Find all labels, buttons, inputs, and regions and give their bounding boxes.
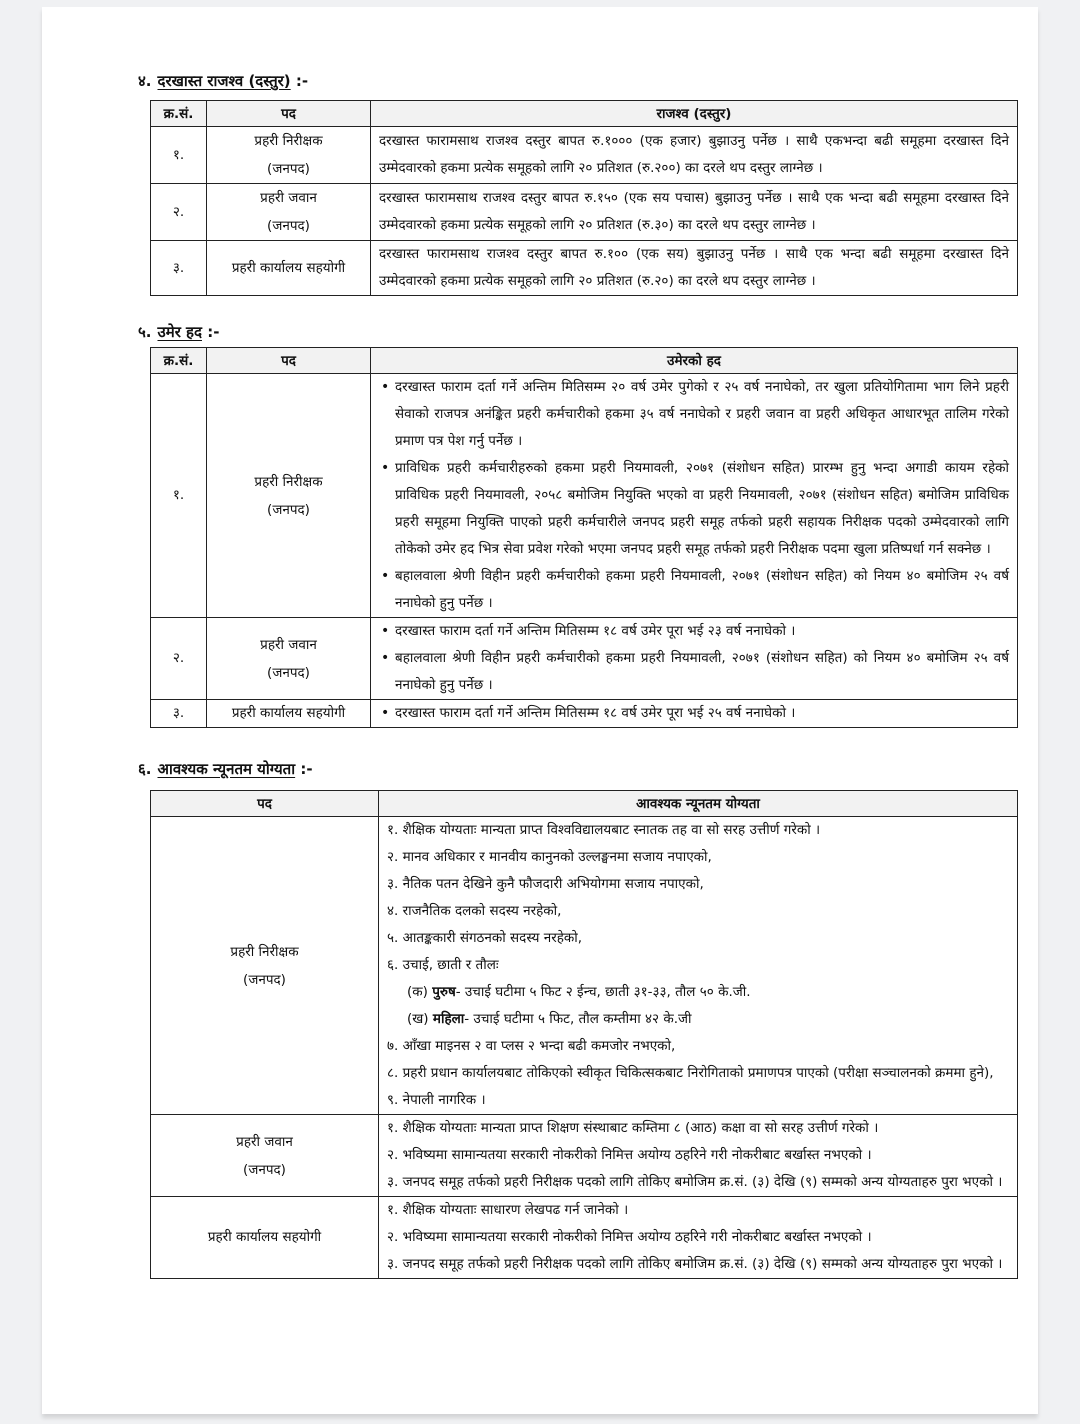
header-sn: क्र.सं.: [151, 101, 207, 127]
header-qualification: आवश्यक न्यूनतम योग्यता: [379, 791, 1018, 817]
row-sn: २.: [151, 618, 207, 700]
document-page: [42, 7, 1038, 1414]
table-header-row: [151, 791, 1018, 817]
row-post: प्रहरी कार्यालय सहयोगी: [207, 700, 371, 728]
section-number: ५.: [138, 323, 152, 341]
sub-item-gender: महिला: [432, 1011, 465, 1027]
row-post: [207, 184, 371, 241]
row-sn: ३.: [151, 700, 207, 728]
table-header-row: [151, 101, 1018, 127]
row-qualifications: [379, 1115, 1018, 1197]
row-post: प्रहरी कार्यालय सहयोगी: [207, 241, 371, 296]
qualification-item: ९. नेपाली नागरिक ।: [387, 1092, 486, 1108]
table-row: [151, 1115, 1018, 1197]
qualification-item: ३. जनपद समूह तर्फको प्रहरी निरीक्षक पदको लागि तोकिए बमोजिम क्र.सं. (३) देखि (९) सम्मको अन्य योग्यताहरु पुरा भएको ।: [387, 1174, 1003, 1190]
section-number: ६.: [138, 760, 152, 778]
qualification-table: [150, 790, 1018, 1279]
row-age-criteria: [371, 374, 1018, 618]
post-name: प्रहरी निरीक्षक: [230, 943, 299, 960]
header-post: पद: [151, 791, 379, 817]
qualification-item: ५. आतङ्ककारी संगठनको सदस्य नरहेको,: [387, 930, 583, 946]
bullet-item: • प्राविधिक प्रहरी कर्मचारीहरुको हकमा प्रहरी नियमावली, २०७१ (संशोधन सहित) प्रारम्भ हुनु भन्दा अगाडी कायम रहेको प्राविधिक प्रहरी नियमावली, २०५८ बमोजिम नियुक्ति भएको वा प्रहरी नियमावली, २०७१ (संशोधन सहित) बमोजिम प्राविधिक प्रहरी समूहमा नियुक्ति पाएको प्रहरी कर्मचारीले जनपद प्रहरी समूह तर्फको प्रहरी सहायक निरीक्षक पदको उम्मेदवारको लागि तोकेको उमेर हद भित्र सेवा प्रवेश गरेको भएमा जनपद प्रहरी समूह तर्फको प्रहरी निरीक्षक पदमा खुला प्रतिष्पर्धा गर्न सक्नेछ ।: [395, 455, 1009, 563]
section-4-heading: [138, 71, 308, 91]
section-suffix: :-: [290, 72, 309, 90]
post-group: (जनपद): [267, 501, 310, 518]
table-row: [151, 618, 1018, 700]
table-row: [151, 700, 1018, 728]
qualification-item: १. शैक्षिक योग्यताः मान्यता प्राप्त शिक्षण संस्थाबाट कम्तिमा ८ (आठ) कक्षा वा सो सरह उत्तीर्ण गरेको ।: [387, 1120, 879, 1136]
bullet-item: • दरखास्त फाराम दर्ता गर्ने अन्तिम मितिसम्म १८ वर्ष उमेर पूरा भई २३ वर्ष ननाघेको ।: [395, 618, 1009, 645]
sub-item-text: - उचाई घटीमा ५ फिट, तौल कम्तीमा ४२ के.जी: [464, 1011, 692, 1027]
qualification-item: २. भविष्यमा सामान्यतया सरकारी नोकरीको निमित्त अयोग्य ठहरिने गरी नोकरीबाट बर्खास्त नभएको ।: [387, 1229, 872, 1245]
row-post: [207, 127, 371, 184]
table-row: [151, 184, 1018, 241]
sub-item-text: - उचाई घटीमा ५ फिट २ ईन्च, छाती ३१-३३, तौल ५० के.जी.: [455, 984, 751, 1000]
section-suffix: :-: [201, 323, 220, 341]
post-name: प्रहरी निरीक्षक: [254, 473, 323, 490]
bullet-item: • बहालवाला श्रेणी विहीन प्रहरी कर्मचारीको हकमा प्रहरी नियमावली, २०७१ (संशोधन सहित) को नियम ४० बमोजिम २५ वर्ष ननाघेको हुनु पर्नेछ ।: [395, 645, 1009, 699]
sub-item-female: [387, 1006, 1009, 1033]
table-row: [151, 374, 1018, 618]
row-fee-text: दरखास्त फारामसाथ राजश्व दस्तुर बापत रु.१००० (एक हजार) बुझाउनु पर्नेछ । साथै एकभन्दा बढी समूहमा दरखास्त दिने उम्मेदवारको हकमा प्रत्येक समूहको लागि २० प्रतिशत (रु.२००) का दरले थप दस्तुर लाग्नेछ ।: [371, 127, 1018, 184]
fee-table: [150, 100, 1018, 296]
post-name: प्रहरी जवान: [260, 190, 317, 206]
post-group: (जनपद): [267, 218, 310, 234]
post-name: प्रहरी जवान: [260, 636, 317, 653]
row-sn: २.: [151, 184, 207, 241]
header-age-limit: उमेरको हद: [371, 348, 1018, 374]
table-row: [151, 127, 1018, 184]
bullet-item: • दरखास्त फाराम दर्ता गर्ने अन्तिम मितिसम्म २० वर्ष उमेर पुगेको र २५ वर्ष ननाघेको, तर खुला प्रतियोगितामा भाग लिने प्रहरी सेवाको राजपत्र अनंङ्कित प्रहरी कर्मचारीको हकमा ३५ वर्ष ननाघेको र प्रहरी जवान वा प्रहरी अधिकृत आधारभूत तालिम गरेको प्रमाण पत्र पेश गर्नु पर्नेछ ।: [395, 374, 1009, 455]
row-sn: ३.: [151, 241, 207, 296]
post-group: (जनपद): [243, 1161, 286, 1178]
sub-item-label: (क): [407, 984, 428, 1000]
header-fee: राजश्व (दस्तुर): [371, 101, 1018, 127]
section-6-heading: [138, 759, 313, 779]
row-post: [151, 817, 379, 1115]
sub-item-male: [387, 979, 1009, 1006]
row-sn: १.: [151, 374, 207, 618]
row-qualifications: [379, 1197, 1018, 1279]
table-header-row: [151, 348, 1018, 374]
sub-item-gender: पुरुष: [432, 984, 456, 1000]
age-limit-table: [150, 347, 1018, 728]
header-post: पद: [207, 348, 371, 374]
qualification-item: ७. आँखा माइनस २ वा प्लस २ भन्दा बढी कमजोर नभएको,: [387, 1038, 676, 1054]
section-title: उमेर हद: [157, 323, 202, 341]
qualification-item: १. शैक्षिक योग्यताः साधारण लेखपढ गर्न जानेको ।: [387, 1202, 629, 1218]
row-age-criteria: [371, 700, 1018, 728]
post-name: प्रहरी जवान: [236, 1133, 293, 1150]
post-group: (जनपद): [243, 971, 286, 988]
header-sn: क्र.सं.: [151, 348, 207, 374]
section-title: आवश्यक न्यूनतम योग्यता: [157, 760, 296, 778]
table-row: [151, 1197, 1018, 1279]
row-post: [207, 374, 371, 618]
row-post: प्रहरी कार्यालय सहयोगी: [151, 1197, 379, 1279]
row-post: [207, 618, 371, 700]
section-number: ४.: [138, 72, 152, 90]
post-name: प्रहरी निरीक्षक: [254, 133, 323, 149]
qualification-item: ६. उचाई, छाती र तौलः: [387, 957, 499, 973]
row-fee-text: दरखास्त फारामसाथ राजश्व दस्तुर बापत रु.१५० (एक सय पचास) बुझाउनु पर्नेछ । साथै एक भन्दा बढी समूहमा दरखास्त दिने उम्मेदवारको हकमा प्रत्येक समूहको लागि २० प्रतिशत (रु.३०) का दरले थप दस्तुर लाग्नेछ ।: [371, 184, 1018, 241]
qualification-item: ४. राजनैतिक दलको सदस्य नरहेको,: [387, 903, 562, 919]
table-row: [151, 817, 1018, 1115]
section-5-heading: [138, 322, 219, 342]
row-post: [151, 1115, 379, 1197]
row-qualifications: [379, 817, 1018, 1115]
row-age-criteria: [371, 618, 1018, 700]
table-row: [151, 241, 1018, 296]
qualification-item: २. मानव अधिकार र मानवीय कानुनको उल्लङ्घनमा सजाय नपाएको,: [387, 849, 712, 865]
header-post: पद: [207, 101, 371, 127]
row-sn: १.: [151, 127, 207, 184]
qualification-item: १. शैक्षिक योग्यताः मान्यता प्राप्त विश्वविद्यालयबाट स्नातक तह वा सो सरह उत्तीर्ण गरेको ।: [387, 822, 821, 838]
bullet-item: • बहालवाला श्रेणी विहीन प्रहरी कर्मचारीको हकमा प्रहरी नियमावली, २०७१ (संशोधन सहित) को नियम ४० बमोजिम २५ वर्ष ननाघेको हुनु पर्नेछ ।: [395, 563, 1009, 617]
section-suffix: :-: [295, 760, 313, 778]
post-group: (जनपद): [267, 161, 310, 177]
qualification-item: ८. प्रहरी प्रधान कार्यालयबाट तोकिएको स्वीकृत चिकित्सकबाट निरोगिताको प्रमाणपत्र पाएको (परीक्षा सञ्चालनको क्रममा हुने),: [387, 1065, 994, 1081]
sub-item-label: (ख): [407, 1011, 429, 1027]
qualification-item: ३. नैतिक पतन देखिने कुनै फौजदारी अभियोगमा सजाय नपाएको,: [387, 876, 704, 892]
bullet-item: • दरखास्त फाराम दर्ता गर्ने अन्तिम मितिसम्म १८ वर्ष उमेर पूरा भई २५ वर्ष ननाघेको ।: [395, 700, 1009, 727]
section-title: दरखास्त राजश्व (दस्तुर): [157, 72, 291, 90]
post-group: (जनपद): [267, 664, 310, 681]
qualification-item: २. भविष्यमा सामान्यतया सरकारी नोकरीको निमित्त अयोग्य ठहरिने गरी नोकरीबाट बर्खास्त नभएको ।: [387, 1147, 872, 1163]
qualification-item: ३. जनपद समूह तर्फको प्रहरी निरीक्षक पदको लागि तोकिए बमोजिम क्र.सं. (३) देखि (९) सम्मको अन्य योग्यताहरु पुरा भएको ।: [387, 1256, 1003, 1272]
row-fee-text: दरखास्त फारामसाथ राजश्व दस्तुर बापत रु.१०० (एक सय) बुझाउनु पर्नेछ । साथै एक भन्दा बढी समूहमा दरखास्त दिने उम्मेदवारको हकमा प्रत्येक समूहको लागि २० प्रतिशत (रु.२०) का दरले थप दस्तुर लाग्नेछ ।: [371, 241, 1018, 296]
